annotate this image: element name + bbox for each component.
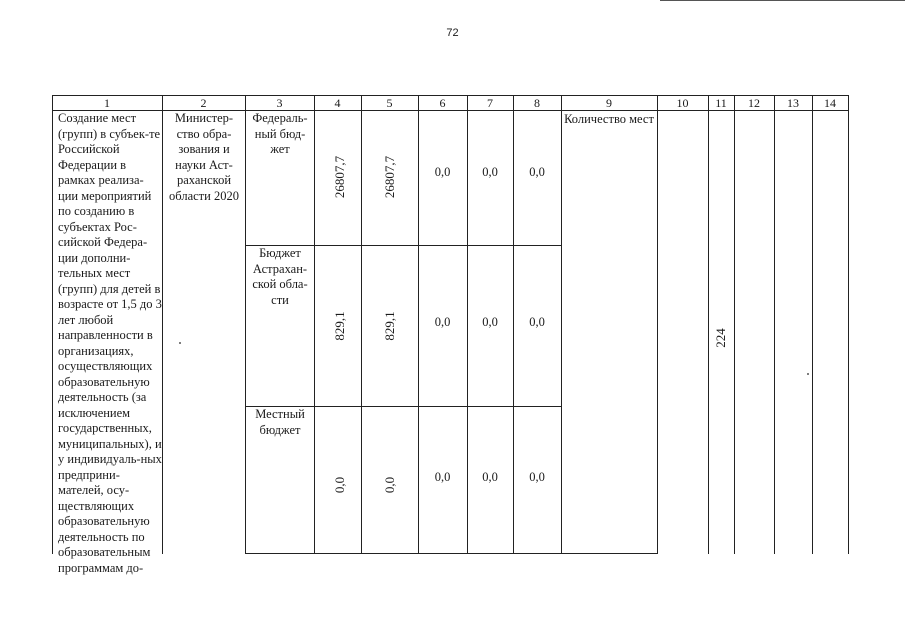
federal-value-col4: 26807,7 [332, 155, 347, 199]
scan-speck [807, 373, 809, 375]
col-line-3 [314, 95, 315, 554]
scan-speck [179, 342, 181, 344]
federal-value-col6: 0,0 [434, 165, 451, 179]
page-number: 72 [446, 27, 459, 39]
funding-source-federal: Федераль-ный бюд-жет [252, 111, 308, 156]
col-line-13 [812, 95, 813, 554]
table-border-right [848, 95, 849, 554]
col-header-2: 2 [200, 96, 207, 110]
col-line-4 [361, 95, 362, 554]
col-header-5: 5 [386, 96, 393, 110]
local-value-col7: 0,0 [482, 470, 498, 484]
federal-value-col7: 0,0 [482, 165, 498, 179]
responsible-executor: Министер-ство обра-зования и науки Аст-раханской области 2020 [169, 111, 239, 203]
measure-description: Создание мест (групп) в субъек-те Российской Федерации в рамках реализа-ции мероприятий по созданию в субъектах Рос-сийской Федера-ции дополни-тельных мест (групп) для детей в возрасте от 1,5 до 3 лет любой направленности в организациях, осуществляющих образовательную деятельность (за исключением государственных, муниципальных), и у индивидуаль-ных предприни-мателей, осу-ществляющих образовательную деятельность по образовательным программам до- [58, 111, 162, 575]
col-line-1 [162, 95, 163, 554]
local-value-col8: 0,0 [529, 470, 545, 484]
col-header-7: 7 [487, 96, 493, 110]
col-header-3: 3 [276, 96, 283, 110]
col-line-9 [657, 95, 658, 554]
col-header-12: 12 [748, 96, 760, 110]
col-line-8 [561, 95, 562, 554]
col-header-9: 9 [606, 96, 612, 110]
federal-value-col8: 0,0 [529, 165, 545, 179]
funding-source-local: Местный бюджет [255, 407, 305, 437]
budget-table [52, 95, 849, 575]
regional-value-col4: 829,1 [332, 311, 347, 341]
col-header-13: 13 [787, 96, 799, 110]
col-header-14: 14 [824, 96, 836, 110]
indicator-name: Количество мест [564, 112, 654, 126]
page-top-rule [660, 0, 905, 1]
col-line-12 [774, 95, 775, 554]
table-border-left [52, 95, 53, 554]
col-header-8: 8 [534, 96, 540, 110]
col-header-6: 6 [439, 96, 446, 110]
regional-value-col5: 829,1 [382, 311, 397, 341]
col-header-11: 11 [715, 96, 727, 110]
col-line-11 [734, 95, 735, 554]
local-value-col6: 0,0 [434, 470, 451, 484]
col-header-1: 1 [104, 96, 110, 110]
funding-source-regional: Бюджет Астрахан-ской обла-сти [252, 246, 308, 307]
local-value-col4: 0,0 [332, 476, 347, 494]
col-header-10: 10 [676, 96, 689, 110]
regional-value-col7: 0,0 [482, 315, 498, 329]
federal-value-col5: 26807,7 [382, 155, 397, 199]
col-header-4: 4 [334, 96, 341, 110]
regional-value-col8: 0,0 [529, 315, 545, 329]
table-border-bottom [245, 553, 657, 554]
regional-value-col6: 0,0 [434, 315, 451, 329]
col-line-2 [245, 95, 246, 554]
places-count-value: 224 [713, 328, 728, 348]
local-value-col5: 0,0 [382, 476, 397, 494]
col-line-10 [708, 95, 709, 554]
